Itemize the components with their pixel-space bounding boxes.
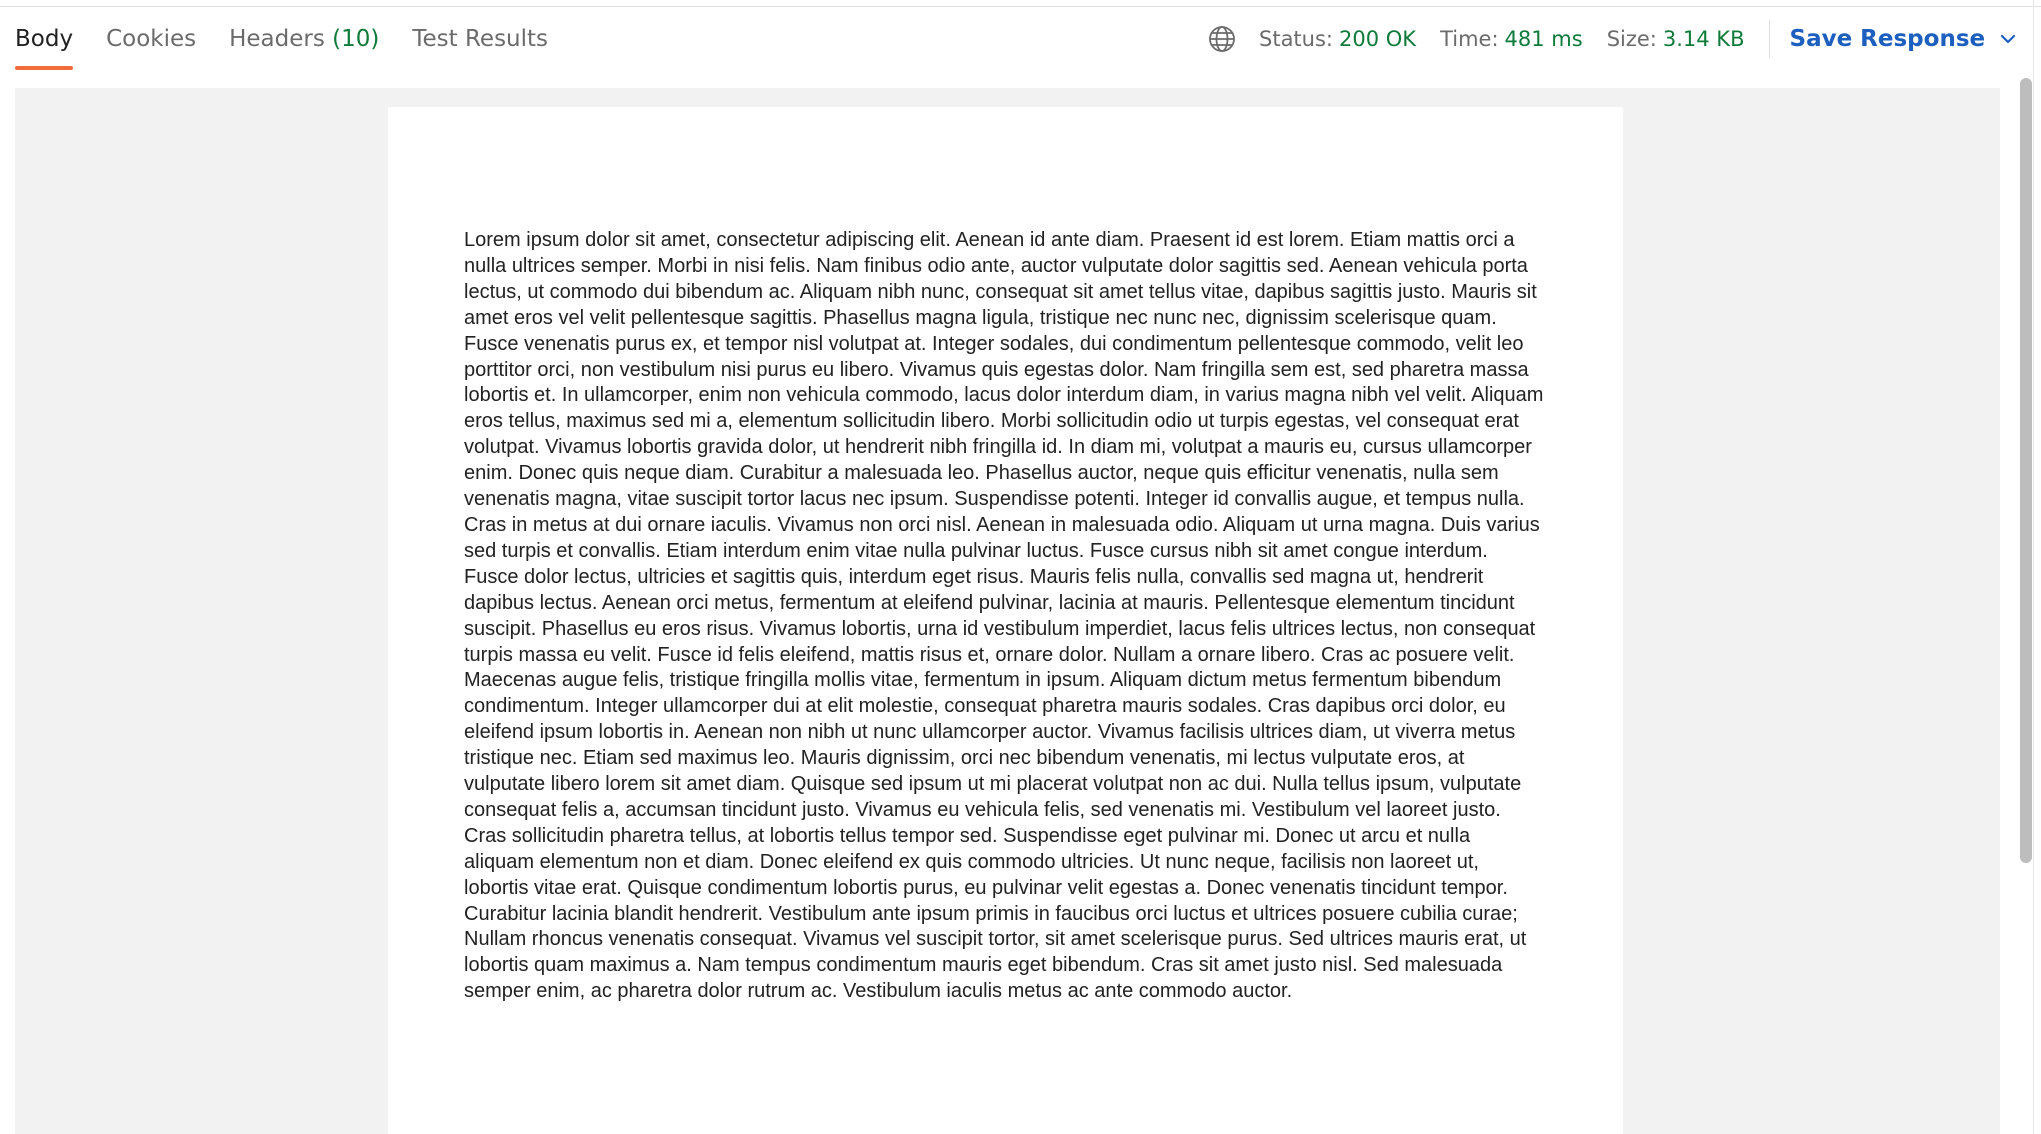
status-label: Status:	[1259, 27, 1333, 51]
tab-headers-label: Headers	[229, 26, 325, 52]
divider	[1769, 20, 1770, 58]
document-body-text: Lorem ipsum dolor sit amet, consectetur adipiscing elit. Aenean id ante diam. Praesent id est lorem. Etiam mattis orci a nulla ultrices semper. Morbi in nisi felis. Nam finibus odio ante, auctor vulputate dolor sagittis sed. Aenean vehicula porta lectus, ut commodo dui bibendum ac. Aliquam nibh nunc, consequat sit amet tellus vitae, dapibus sagittis justo. Mauris sit amet eros vel velit pellentesque sagittis. Phasellus magna ligula, tristique nec nunc nec, dignissim scelerisque quam. Fusce venenatis purus ex, et tempor nisl volutpat at. Integer sodales, dui condimentum pellentesque commodo, velit leo porttitor orci, non vestibulum nisi purus eu libero. Vivamus quis egestas dolor. Nam fringilla sem est, sed pharetra massa lobortis et. In ullamcorper, enim non vehicula commodo, lacus dolor interdum diam, in varius magna nibh vel velit. Aliquam eros tellus, maximus sed mi a, elementum sollicitudin libero. Morbi sollicitudin odio ut turpis egestas, vel consequat erat volutpat. Vivamus lobortis gravida dolor, ut hendrerit nibh fringilla id. In diam mi, volutpat a mauris eu, cursus ullamcorper enim. Donec quis neque diam. Curabitur a malesuada leo. Phasellus auctor, neque quis efficitur venenatis, nulla sem venenatis magna, vitae suscipit tortor lacus nec ipsum. Suspendisse potenti. Integer id convallis augue, et tempus nulla. Cras in metus at dui ornare iaculis. Vivamus non orci nisl. Aenean in malesuada odio. Aliquam ut urna magna. Duis varius sed turpis et convallis. Etiam interdum enim vitae nulla pulvinar luctus. Fusce cursus nibh sit amet congue interdum. Fusce dolor lectus, ultricies et sagittis quis, interdum eget risus. Mauris felis nulla, convallis sed magna ut, hendrerit dapibus lectus. Aenean orci metus, fermentum at eleifend pulvinar, lacinia at mauris. Pellentesque elementum tincidunt suscipit. Phasellus eu eros risus. Vivamus lobortis, urna id vestibulum imperdiet, lacus felis ultrices lectus, non consequat turpis massa eu velit. Fusce id felis eleifend, mattis risus et, ornare dolor. Nullam a ornare libero. Cras ac posuere velit. Maecenas augue felis, tristique fringilla mollis vitae, fermentum in ipsum. Aliquam dictum metus fermentum bibendum condimentum. Integer ullamcorper dui at elit molestie, consequat pharetra mauris sodales. Cras dapibus orci dolor, eu eleifend ipsum lobortis in. Aenean non nibh ut nunc ullamcorper auctor. Vivamus facilisis ultrices diam, ut viverra metus tristique nec. Etiam sed maximus leo. Mauris dignissim, orci nec bibendum venenatis, mi lectus vulputate eros, at vulputate libero lorem sit amet diam. Quisque sed ipsum ut mi placerat volutpat non ac dui. Nulla tellus ipsum, vulputate consequat felis a, accumsan tincidunt justo. Vivamus eu vehicula felis, sed venenatis mi. Vestibulum vel laoreet justo. Cras sollicitudin pharetra tellus, at lobortis tellus tempor sed. Suspendisse eget pulvinar mi. Donec ut arcu et nulla aliquam elementum non et diam. Donec eleifend ex quis commodo ultricies. Ut nunc neque, facilisis non laoreet ut, lobortis vitae erat. Quisque condimentum lobortis purus, eu pulvinar velit egestas a. Donec venenatis tincidunt tempor. Curabitur lacinia blandit hendrerit. Vestibulum ante ipsum primis in faucibus orci luctus et ultrices posuere cubilia curae; Nullam rhoncus venenatis consequat. Vivamus vel suscipit tortor, sit amet scelerisque purus. Sed ultrices mauris erat, ut lobortis quam maximus a. Nam tempus condimentum mauris eget bibendum. Cras sit amet justo nisl. Sed malesuada semper enim, ac pharetra dolor rutrum ac. Vestibulum iaculis metus ac ante commodo auctor.	[464, 229, 1544, 1003]
active-tab-indicator	[15, 66, 73, 70]
save-response-label: Save Response	[1789, 26, 1986, 52]
headers-count: (10)	[332, 26, 380, 52]
tab-test-results-label: Test Results	[412, 26, 549, 52]
tab-headers[interactable]	[229, 22, 379, 70]
size-value: 3.14 KB	[1662, 27, 1745, 51]
save-response-button[interactable]	[1790, 26, 2018, 52]
size-indicator[interactable]	[1607, 27, 1745, 51]
status-indicator[interactable]	[1259, 27, 1416, 51]
scrollbar-thumb[interactable]	[2020, 78, 2032, 863]
chevron-down-icon	[1999, 33, 2017, 45]
document-page	[388, 107, 1623, 1134]
time-label: Time:	[1440, 27, 1499, 51]
size-label: Size:	[1606, 27, 1657, 51]
tab-cookies-label: Cookies	[106, 26, 197, 52]
globe-icon[interactable]	[1205, 22, 1239, 56]
tab-body[interactable]	[15, 22, 73, 70]
time-value: 481 ms	[1504, 27, 1583, 51]
response-tabs	[15, 22, 548, 72]
response-meta	[1205, 22, 2017, 56]
time-indicator[interactable]	[1440, 27, 1583, 51]
status-value: 200 OK	[1339, 27, 1417, 51]
tab-test-results[interactable]	[412, 22, 548, 70]
top-border	[0, 0, 2041, 7]
tab-cookies[interactable]	[106, 22, 196, 70]
pdf-preview-area[interactable]	[15, 88, 2000, 1134]
tab-body-label: Body	[15, 26, 74, 52]
scrollbar-divider	[2033, 0, 2034, 1134]
